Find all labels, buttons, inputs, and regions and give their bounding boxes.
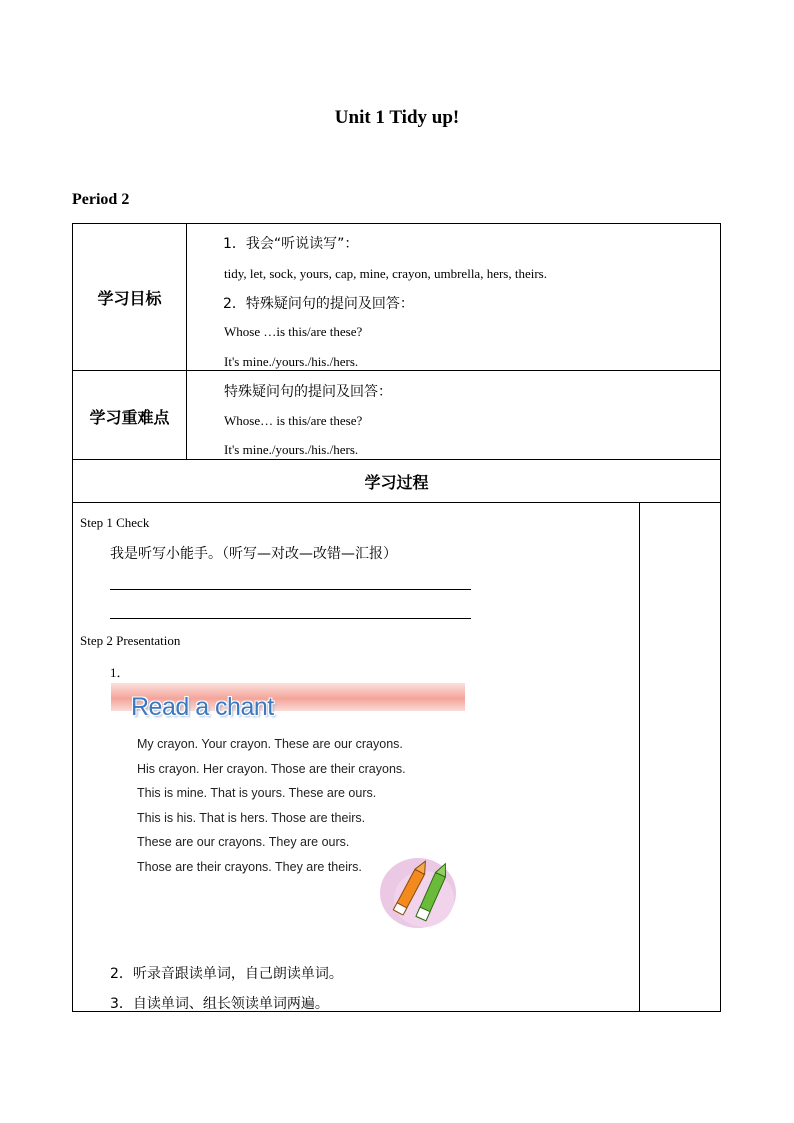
goals-item2-heading: 2．特殊疑问句的提问及回答： xyxy=(223,296,414,312)
process-heading: 学习过程 xyxy=(364,473,429,492)
process-header-row xyxy=(72,459,721,503)
key-points-row xyxy=(72,370,721,460)
goals-label-cell xyxy=(73,224,187,370)
key-points-answer: It's mine./yours./his./hers. xyxy=(224,442,359,457)
key-points-heading: 特殊疑问句的提问及回答： xyxy=(224,384,392,400)
key-points-label: 学习重难点 xyxy=(89,408,170,427)
chant-line: His crayon. Her crayon. Those are their crayons. xyxy=(137,762,406,776)
dictation-line-2[interactable] xyxy=(110,618,471,619)
chant-line: This is his. That is hers. Those are theirs. xyxy=(137,811,366,825)
step2-item3: 3．自读单词、组长领读单词两遍。 xyxy=(110,996,329,1012)
period-heading: Period 2 xyxy=(72,191,130,208)
chant-line: My crayon. Your crayon. These are our crayons. xyxy=(137,737,403,751)
goals-item2-answer: It's mine./yours./his./hers. xyxy=(224,354,359,369)
chant-line: Those are their crayons. They are theirs. xyxy=(137,860,362,874)
dictation-line-1[interactable] xyxy=(110,589,471,590)
goals-item1-words: tidy, let, sock, yours, cap, mine, crayon, umbrella, hers, theirs. xyxy=(224,266,547,281)
step1-title: Step 1 Check xyxy=(80,515,150,530)
step2-item1-number: 1． xyxy=(110,665,130,680)
step2-item2: 2．听录音跟读单词，自己朗读单词。 xyxy=(110,966,343,982)
crayons-icon xyxy=(374,851,464,936)
process-content-row xyxy=(72,502,721,1012)
goals-row xyxy=(72,223,721,371)
goals-item1-heading: 1．我会“听说读写”： xyxy=(223,236,359,252)
key-points-label-cell xyxy=(73,371,187,459)
step2-title: Step 2 Presentation xyxy=(80,633,181,648)
chant-line: These are our crayons. They are ours. xyxy=(137,835,350,849)
column-divider xyxy=(639,503,640,1011)
step1-text: 我是听写小能手。（听写—对改—改错—汇报） xyxy=(110,546,397,562)
goals-label: 学习目标 xyxy=(97,289,162,308)
chant-title: Read a chant xyxy=(131,693,274,721)
goals-item2-question: Whose …is this/are these? xyxy=(224,324,363,339)
page-title: Unit 1 Tidy up! xyxy=(334,107,460,128)
key-points-question: Whose… is this/are these? xyxy=(224,413,363,428)
chant-line: This is mine. That is yours. These are ours. xyxy=(137,786,377,800)
chant-image xyxy=(111,683,465,938)
